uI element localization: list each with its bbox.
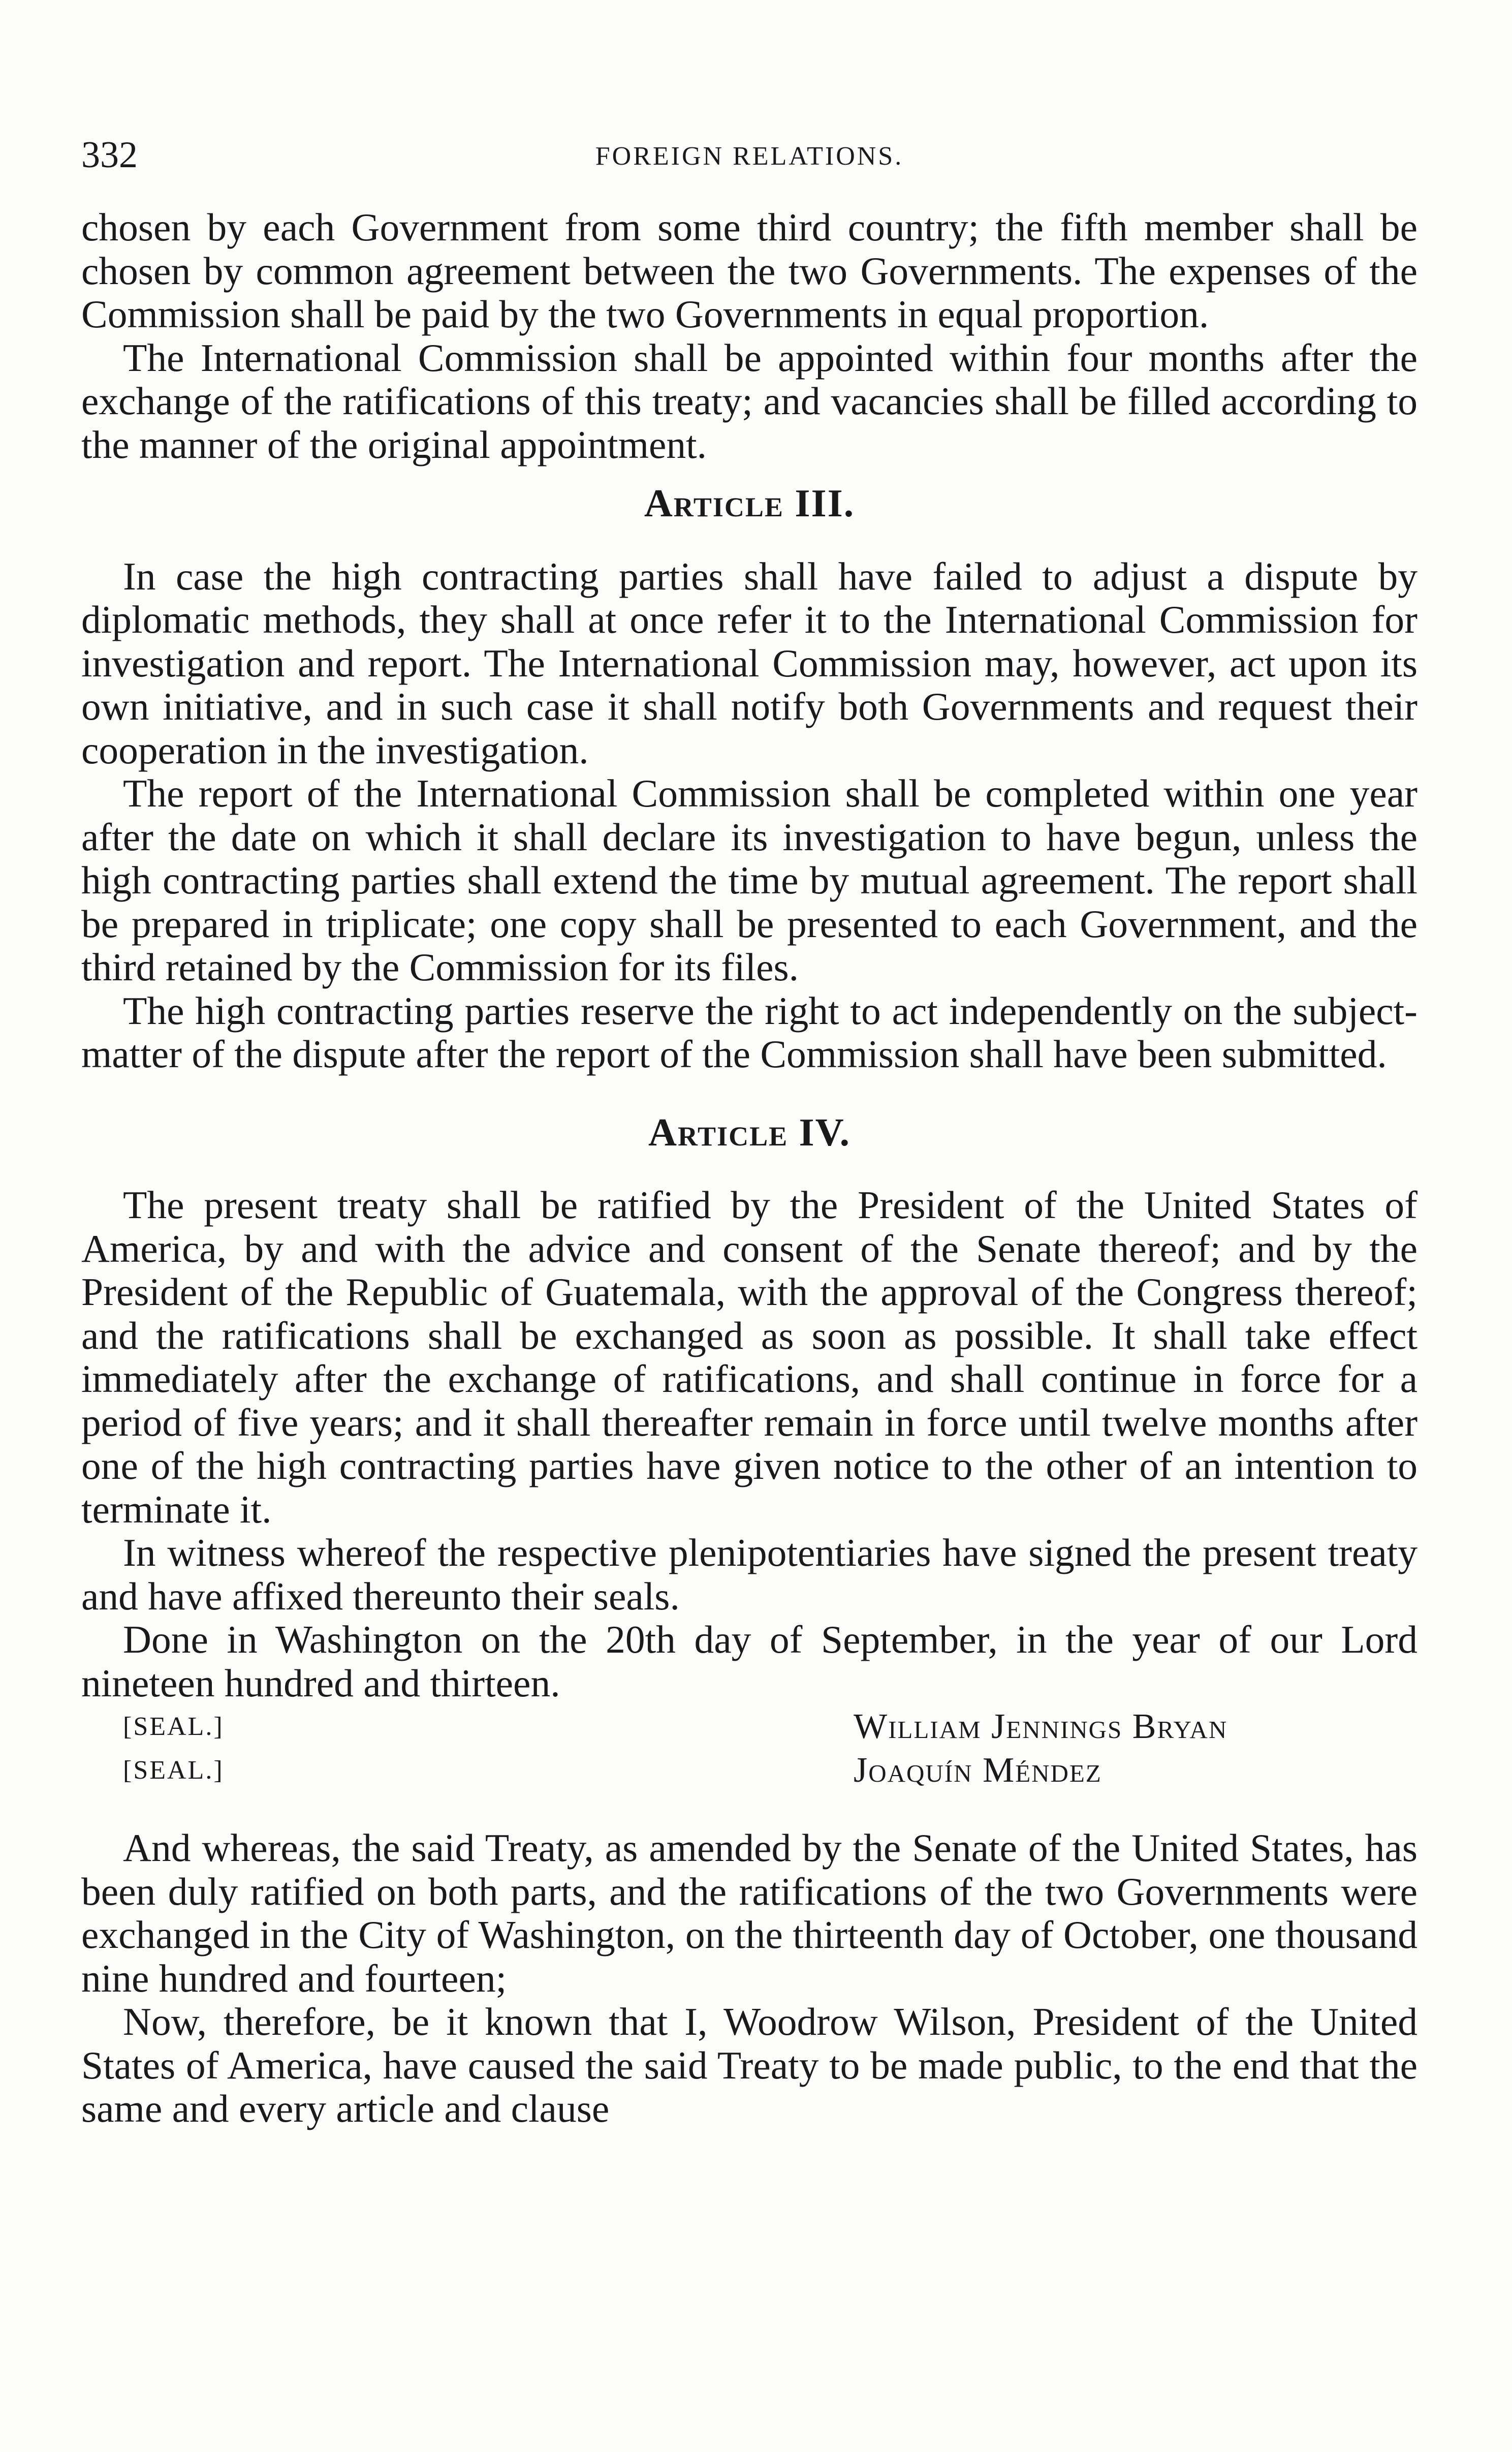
signatory-name: William Jennings Bryan xyxy=(854,1707,1228,1746)
paragraph-appointment: The International Commission shall be appointed within four months after the exchange of the ratifications of this treaty; and vacancies shall be filled according to the manner of the original appointment. xyxy=(81,335,1418,467)
article-4-paragraph-3: Done in Washington on the 20th day of September, in the year of our Lord nineteen hundred and thirteen. xyxy=(81,1618,1418,1705)
signature-block xyxy=(81,1705,1418,1792)
seal-mark: [SEAL.] xyxy=(123,1712,224,1741)
article-4-paragraph-1: The present treaty shall be ratified by the President of the United States of America, by and with the advice and consent of the Senate thereof; and by the President of the Republic of Guatemala, with the approval of the Congress thereof; and the ratifications shall be exchanged as soon as possible. It shall take effect immediately after the exchange of ratifications, and shall continue in force for a period of five years; and it shall thereafter remain in force until twelve months after one of the high contracting parties have given notice to the other of an intention to terminate it. xyxy=(81,1183,1418,1531)
article-3-heading: Article III. xyxy=(644,481,855,525)
signature-row xyxy=(81,1749,1418,1792)
article-4-paragraph-2: In witness whereof the respective plenipotentiaries have signed the present treaty and have affixed thereunto their seals. xyxy=(81,1531,1418,1618)
article-4-heading: Article IV. xyxy=(648,1110,851,1154)
seal-mark: [SEAL.] xyxy=(123,1755,224,1785)
paragraph-continuation: chosen by each Government from some third country; the fifth member shall be chosen by common agreement between the two Governments. The expenses of the Commission shall be paid by the two Governments in equal proportion. xyxy=(81,205,1418,336)
closing-paragraph-ratification: And whereas, the said Treaty, as amended by the Senate of the United States, has been duly ratified on both parts, and the ratifications of the two Governments were exchanged in the City of Washington, on the thirteenth day of October, one thousand nine hundred and fourteen; xyxy=(81,1826,1418,2000)
running-head xyxy=(81,130,1418,180)
article-3-paragraph-2: The report of the International Commission shall be completed within one year after the date on which it shall declare its investigation to have begun, unless the high contracting parties shall extend the time by mutual agreement. The report shall be prepared in triplicate; one copy shall be presented to each Government, and the third retained by the Commission for its files. xyxy=(81,771,1418,989)
signatory-name: Joaquín Méndez xyxy=(854,1750,1102,1790)
article-3-paragraph-1: In case the high contracting parties shall have failed to adjust a dispute by diplomatic methods, they shall at once refer it to the International Commission for investigation and report. The International Commission may, however, act upon its own initiative, and in such case it shall notify both Governments and request their cooperation in the investigation. xyxy=(81,554,1418,772)
page-number: 332 xyxy=(81,134,138,176)
running-head-title: FOREIGN RELATIONS. xyxy=(595,142,904,171)
article-3-paragraph-3: The high contracting parties reserve the right to act independently on the subject-matter of the dispute after the report of the Commission shall have been submitted. xyxy=(81,988,1418,1076)
document-body xyxy=(81,206,1418,2131)
closing-paragraph-proclamation: Now, therefore, be it known that I, Woodrow Wilson, President of the United States of America, have caused the said Treaty to be made public, to the end that the same and every article and clause xyxy=(81,2000,1418,2130)
signature-row xyxy=(81,1705,1418,1749)
